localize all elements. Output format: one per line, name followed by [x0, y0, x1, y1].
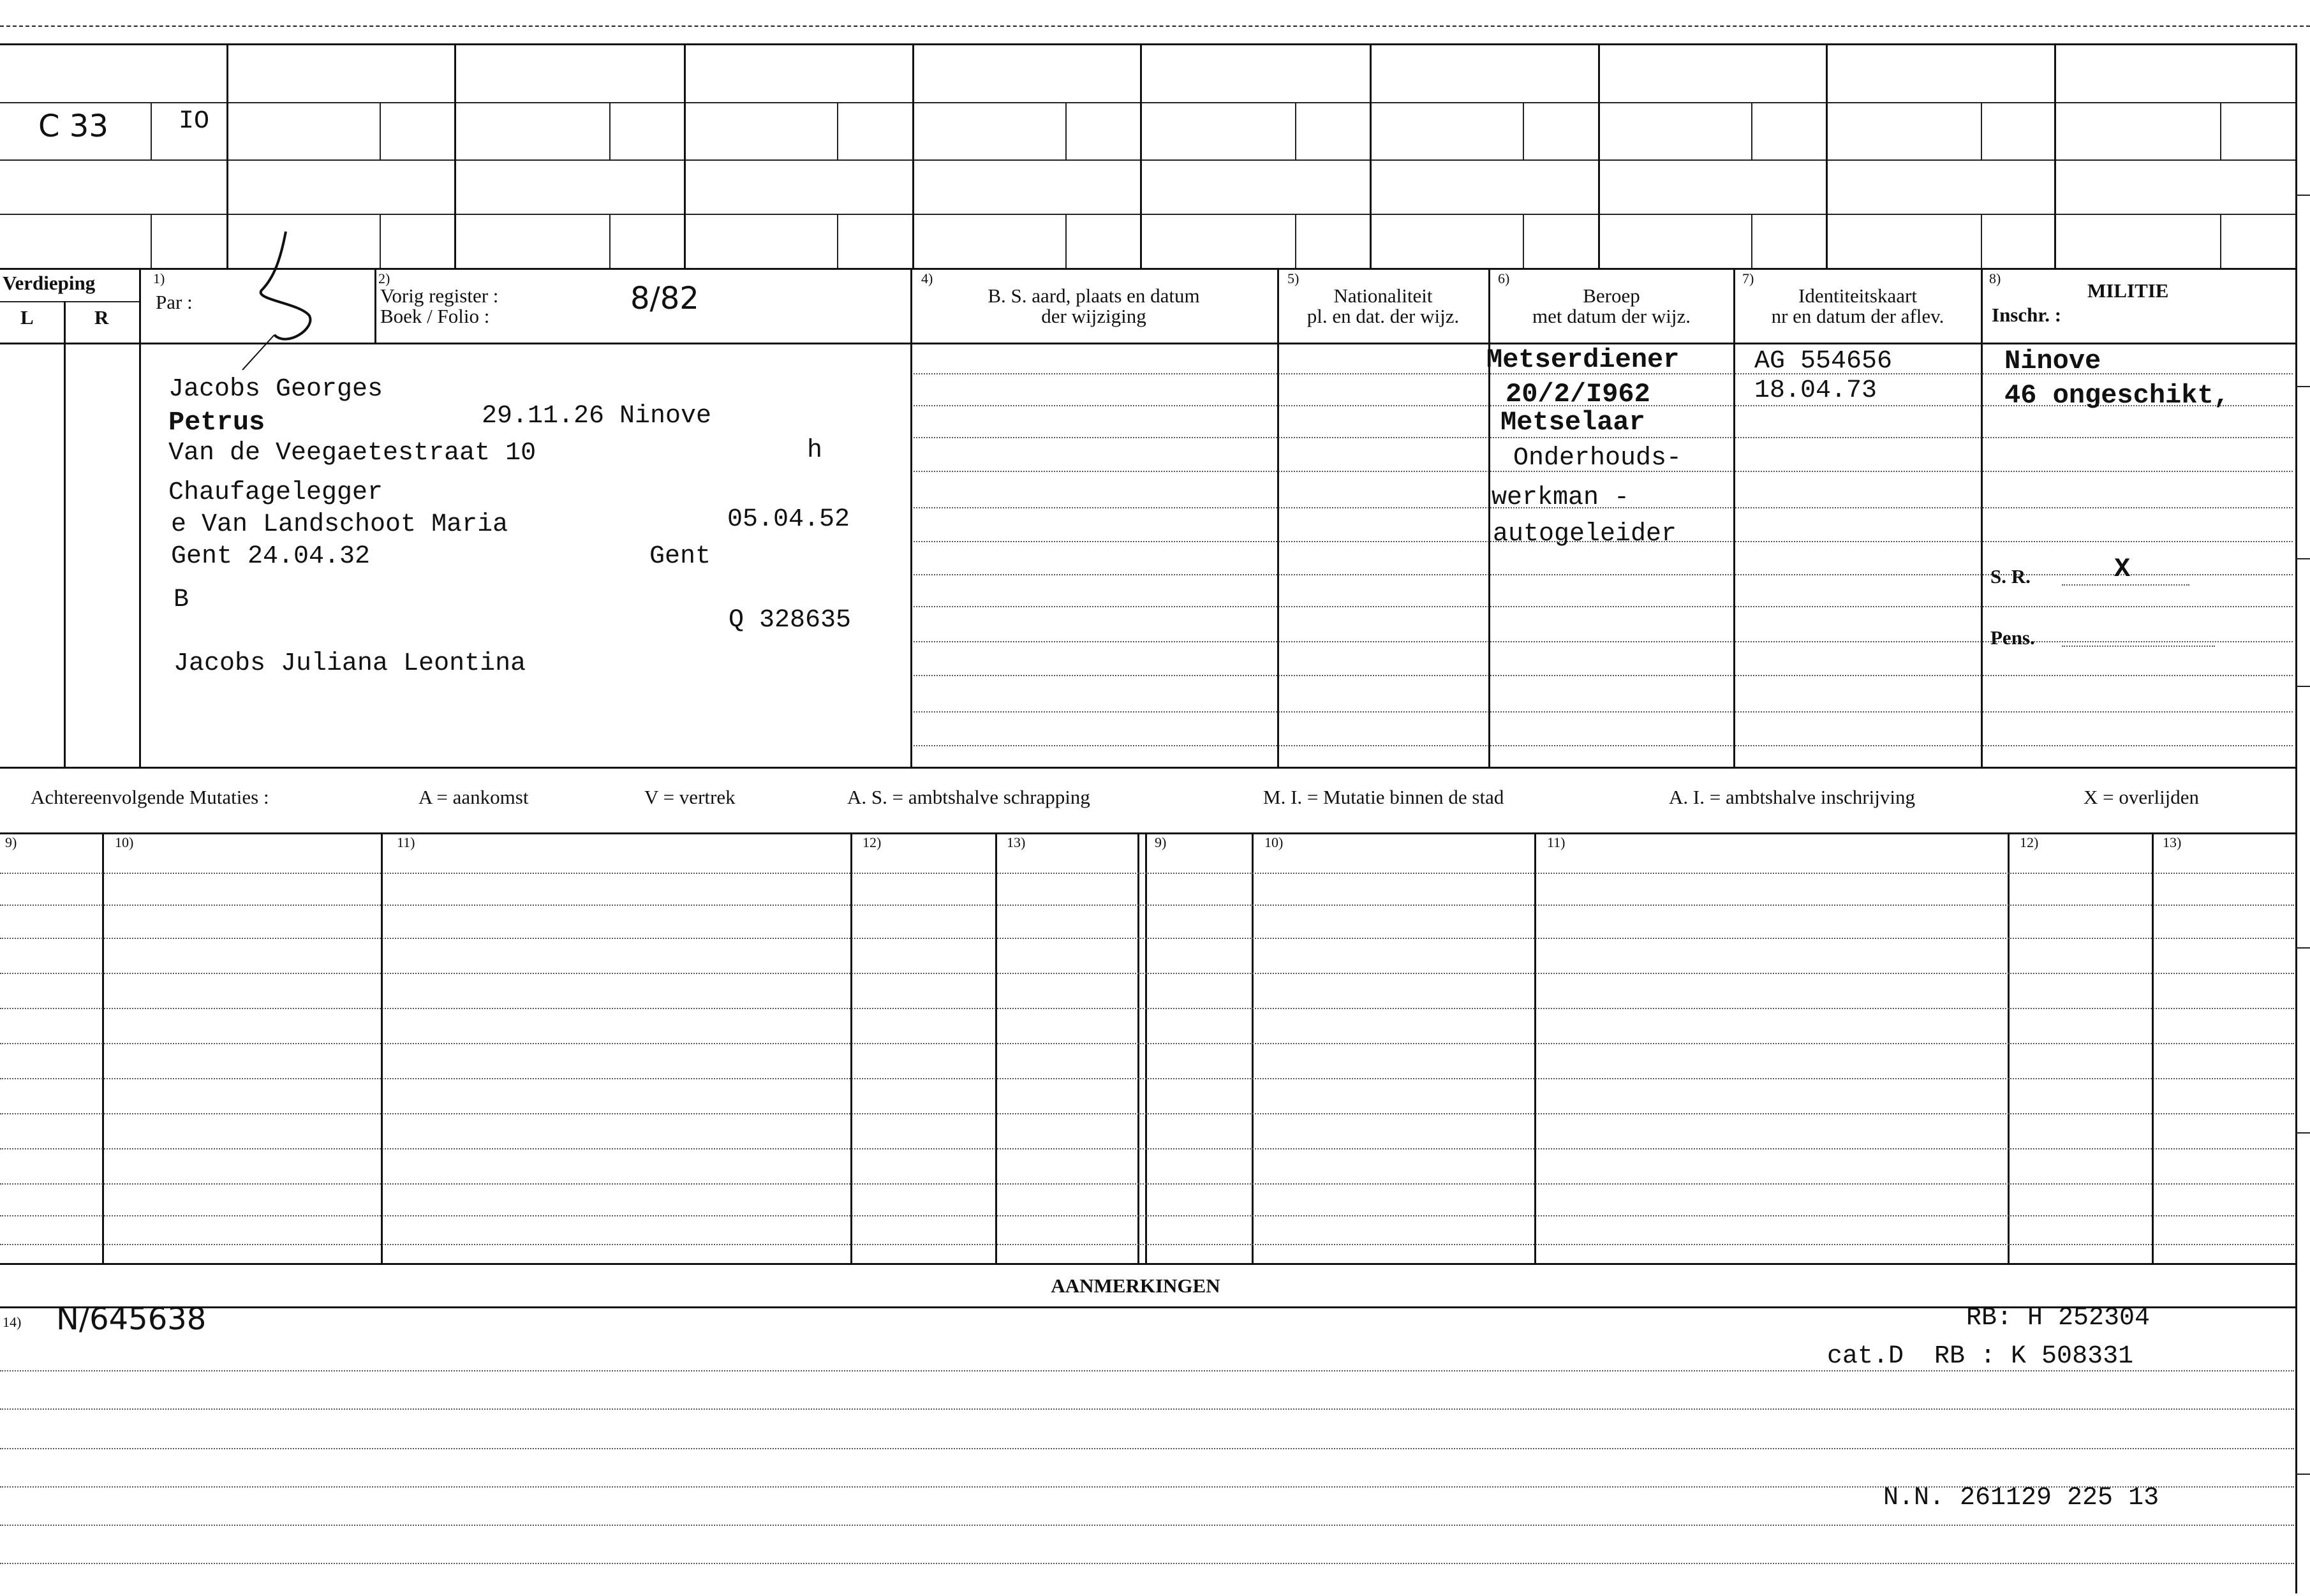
card-code: C 33 [38, 108, 108, 144]
header-4-num: 4) [921, 270, 933, 286]
header-l: L [20, 306, 34, 329]
person-marriage-place: Gent 24.04.32 [171, 542, 371, 571]
header-2-num: 2) [378, 270, 390, 286]
mutation-col-11-left: 11) [397, 834, 415, 850]
mutation-col-10-left: 10) [115, 834, 134, 850]
legend-ambtshalve-schrapping: A. S. = ambtshalve schrapping [847, 786, 1090, 808]
militie-place: Ninove [2004, 346, 2101, 376]
header-bs-aard: B. S. aard, plaats en datum [988, 284, 1200, 307]
header-identiteitskaart-sub: nr en datum der aflev. [1771, 305, 1944, 327]
remarks-rb1: RB: H 252304 [1966, 1304, 2151, 1333]
header-6-num: 6) [1498, 270, 1510, 286]
mutation-col-10-right: 10) [1264, 834, 1284, 850]
mutation-col-13-left: 13) [1007, 834, 1026, 850]
mutation-col-12-left: 12) [863, 834, 882, 850]
person-second-name: Petrus [168, 407, 265, 438]
label-pens: Pens. [1990, 626, 2035, 649]
header-8-num: 8) [1989, 270, 2001, 286]
legend-vertrek: V = vertrek [644, 786, 736, 808]
legend-overlijden: X = overlijden [2084, 786, 2200, 808]
header-par: Par : [156, 291, 193, 313]
person-birth: 29.11.26 Ninove [482, 402, 712, 431]
person-letter-b: B [174, 586, 189, 614]
id-card-date: 18.04.73 [1754, 376, 1877, 405]
mutation-col-11-right: 11) [1547, 834, 1566, 850]
header-der-wijziging: der wijziging [1041, 305, 1146, 327]
militie-sr-mark: X [2114, 554, 2131, 584]
header-beroep-sub: met datum der wijz. [1532, 305, 1691, 327]
militie-status: 46 ongeschikt, [2004, 380, 2230, 411]
person-child: Jacobs Juliana Leontina [174, 649, 526, 678]
header-5-num: 5) [1287, 270, 1299, 286]
mutation-col-9-left: 9) [5, 834, 17, 850]
id-card-number: AG 554656 [1754, 347, 1893, 376]
legend-aankomst: A = aankomst [418, 786, 529, 808]
person-occupation: Chaufagelegger [168, 478, 383, 507]
profession-line6: autogeleider [1493, 520, 1677, 549]
mutation-col-13-right: 13) [2163, 834, 2182, 850]
header-1-num: 1) [153, 270, 165, 286]
card-block: IO [179, 107, 210, 136]
profession-line2: 20/2/I962 [1506, 379, 1650, 410]
person-marker-h: h [807, 436, 823, 465]
header-7-num: 7) [1742, 270, 1754, 286]
legend-title: Achtereenvolgende Mutaties : [31, 786, 269, 808]
mutation-col-9-right: 9) [1155, 834, 1167, 850]
legend-ambtshalve-inschrijving: A. I. = ambtshalve inschrijving [1669, 786, 1915, 808]
remarks-title: AANMERKINGEN [1051, 1275, 1220, 1297]
legend-mutatie-stad: M. I. = Mutatie binnen de stad [1263, 786, 1504, 808]
handwritten-par-mark [236, 226, 325, 380]
header-nationaliteit: Nationaliteit [1333, 284, 1433, 307]
remarks-nn: N.N. 261129 225 13 [1883, 1484, 2159, 1512]
remarks-ref: N/645638 [56, 1301, 207, 1337]
header-inschr: Inschr. : [1992, 304, 2062, 326]
header-nationaliteit-sub: pl. en dat. der wijz. [1307, 305, 1460, 327]
person-spouse: e Van Landschoot Maria [171, 510, 508, 539]
header-boek-folio: Boek / Folio : [380, 305, 490, 327]
remarks-num: 14) [3, 1314, 22, 1330]
remarks-rb2: cat.D RB : K 508331 [1827, 1342, 2134, 1371]
person-marriage-city: Gent [649, 542, 711, 571]
person-ref-q: Q 328635 [729, 606, 852, 635]
header-r: R [94, 306, 109, 329]
header-beroep: Beroep [1583, 284, 1640, 307]
profession-line5: werkman - [1492, 484, 1630, 512]
header-identiteitskaart: Identiteitskaart [1798, 284, 1917, 307]
person-marriage-date: 05.04.52 [727, 505, 850, 534]
person-name: Jacobs Georges [168, 375, 383, 404]
person-address: Van de Veegaetestraat 10 [168, 439, 537, 468]
header-militie: MILITIE [2087, 279, 2169, 302]
header-vorig-register: Vorig register : [380, 284, 499, 307]
profession-line1: Metserdiener [1486, 344, 1680, 375]
header-verdieping: Verdieping [3, 272, 96, 294]
label-sr: S. R. [1990, 565, 2031, 587]
register-value: 8/82 [630, 281, 699, 316]
profession-line4: Onderhouds- [1513, 444, 1682, 473]
profession-line3: Metselaar [1500, 407, 1645, 438]
mutation-col-12-right: 12) [2020, 834, 2039, 850]
